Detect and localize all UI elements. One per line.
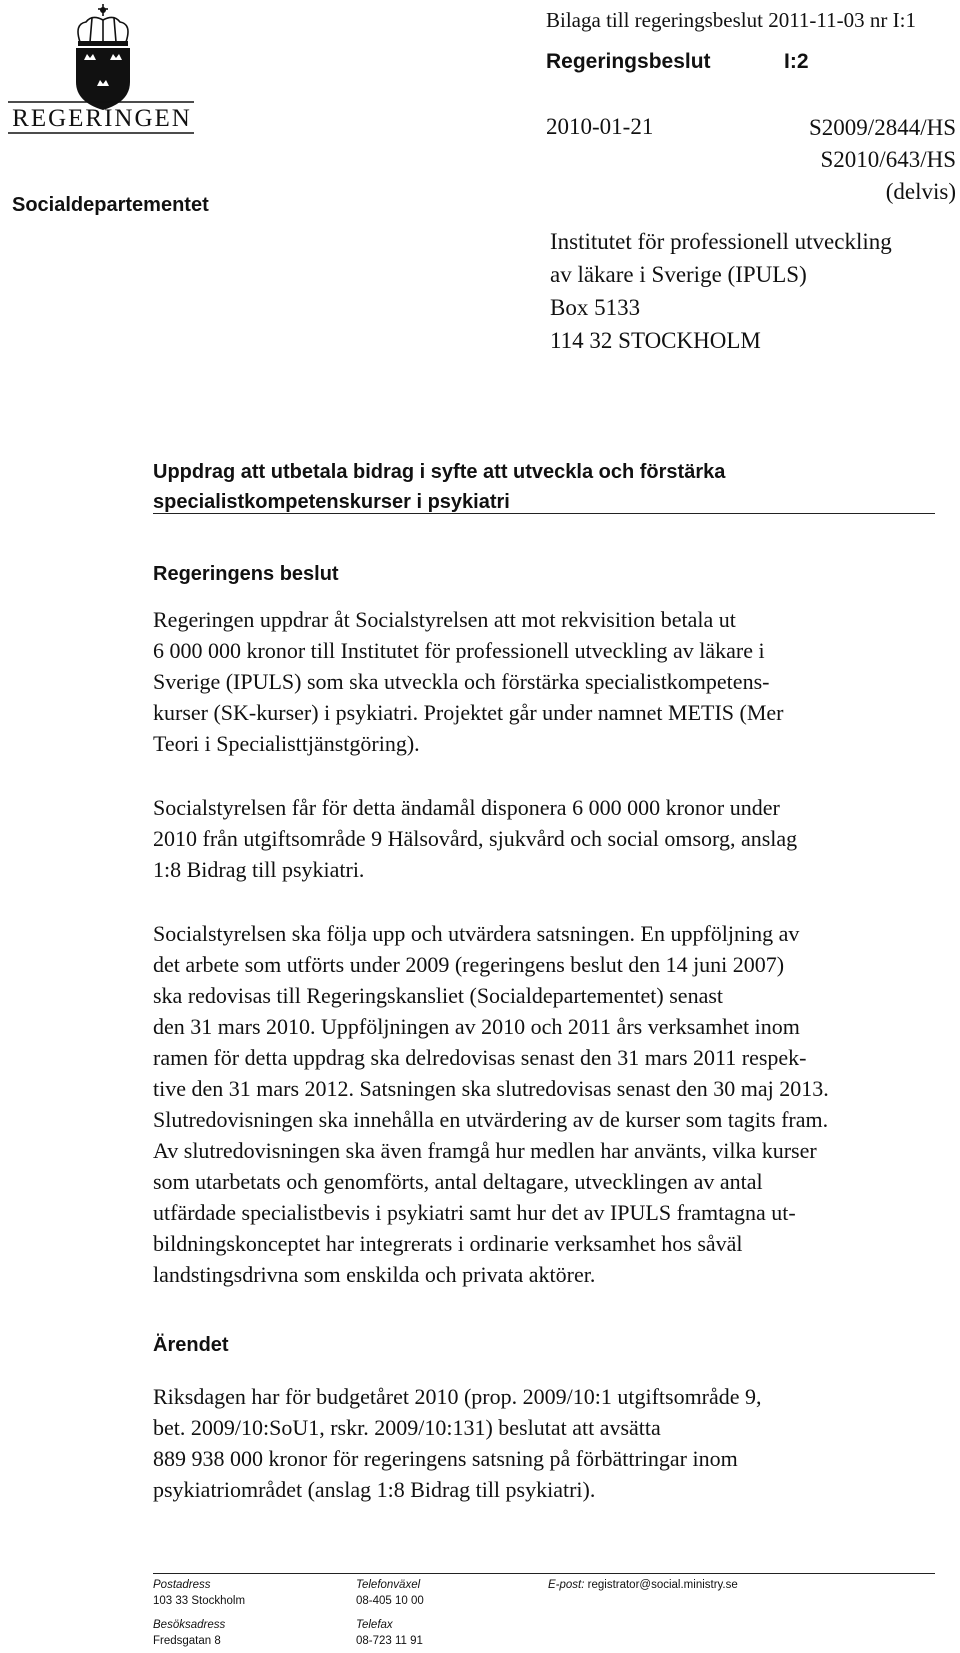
footer-phone (356, 1577, 424, 1609)
text-line: psykiatriområdet (anslag 1:8 Bidrag till psykiatri). (153, 1477, 596, 1502)
footer-email (548, 1577, 738, 1593)
footer-label: Besöksadress (153, 1619, 226, 1631)
decision-label: Regeringsbeslut (546, 50, 711, 73)
text-line: kurser (SK-kurser) i psykiatri. Projektet går under namnet METIS (Mer (153, 700, 784, 725)
footer-fax (356, 1617, 423, 1649)
text-line: Sverige (IPULS) som ska utveckla och förstärka specialistkompetens- (153, 669, 770, 694)
title-divider (153, 513, 935, 514)
footer-email-link[interactable]: registrator@social.ministry.se (587, 1579, 738, 1591)
background-paragraph (153, 1381, 943, 1505)
attachment-note: Bilaga till regeringsbeslut 2011-11-03 nr I:1 (546, 8, 916, 32)
footer-label: E-post: (548, 1579, 585, 1591)
text-line: 6 000 000 kronor till Institutet för professionell utveckling av läkare i (153, 638, 765, 663)
reference-number: S2010/643/HS (820, 147, 956, 172)
text-line: Teori i Specialisttjänstgöring). (153, 731, 420, 756)
footer-divider (153, 1573, 935, 1574)
section-heading-background: Ärendet (153, 1334, 229, 1356)
decision-number: I:2 (784, 50, 809, 73)
reference-note: (delvis) (885, 179, 956, 204)
document-title (153, 457, 933, 517)
recipient-line: Institutet för professionell utveckling (550, 229, 892, 254)
department-name: Socialdepartementet (12, 194, 209, 216)
text-line: landstingsdrivna som enskilda och privata aktörer. (153, 1262, 596, 1287)
title-line: specialistkompetenskurser i psykiatri (153, 491, 510, 513)
footer-value: 103 33 Stockholm (153, 1595, 246, 1607)
text-line: ska redovisas till Regeringskansliet (Socialdepartementet) senast (153, 983, 724, 1008)
section-heading-decision: Regeringens beslut (153, 563, 339, 585)
footer-label: Postadress (153, 1579, 211, 1591)
text-line: 1:8 Bidrag till psykiatri. (153, 857, 365, 882)
government-logo (8, 2, 198, 140)
text-line: 2010 från utgiftsområde 9 Hälsovård, sjukvård och social omsorg, anslag (153, 826, 798, 851)
followup-paragraph (153, 918, 943, 1290)
decision-date: 2010-01-21 (546, 114, 654, 139)
reference-number: S2009/2844/HS (809, 115, 956, 140)
text-line: bildningskonceptet har integrerats i ordinarie verksamhet hos såväl (153, 1231, 743, 1256)
recipient-line: av läkare i Sverige (IPULS) (550, 262, 807, 287)
decision-paragraph (153, 604, 943, 759)
text-line: ramen för detta uppdrag ska delredovisas senast den 31 mars 2011 respek- (153, 1045, 807, 1070)
text-line: Slutredovisningen ska innehålla en utvärdering av de kurser som tagits fram. (153, 1107, 829, 1132)
reference-numbers (700, 112, 956, 208)
text-line: Socialstyrelsen ska följa upp och utvärdera satsningen. En uppföljning av (153, 921, 800, 946)
footer-postal-address (153, 1577, 245, 1609)
text-line: det arbete som utförts under 2009 (regeringens beslut den 14 juni 2007) (153, 952, 785, 977)
recipient-line: Box 5133 (550, 295, 641, 320)
text-line: som utarbetats och genomförts, antal deltagare, utvecklingen av antal (153, 1169, 763, 1194)
footer-label: Telefonväxel (356, 1579, 421, 1591)
funding-paragraph (153, 792, 943, 885)
footer-value: 08-723 11 91 (356, 1635, 423, 1647)
logo-wordmark: REGERINGEN (12, 105, 192, 132)
text-line: utfärdade specialistbevis i psykiatri samt hur det av IPULS framtagna ut- (153, 1200, 796, 1225)
text-line: 889 938 000 kronor för regeringens satsning på förbättringar inom (153, 1446, 738, 1471)
text-line: den 31 mars 2010. Uppföljningen av 2010 och 2011 års verksamhet inom (153, 1014, 800, 1039)
text-line: bet. 2009/10:SoU1, rskr. 2009/10:131) beslutat att avsätta (153, 1415, 661, 1440)
footer-visiting-address (153, 1617, 225, 1649)
text-line: Av slutredovisningen ska även framgå hur medlen har använts, vilka kurser (153, 1138, 817, 1163)
footer-value: 08-405 10 00 (356, 1595, 424, 1607)
title-line: Uppdrag att utbetala bidrag i syfte att utveckla och förstärka (153, 461, 726, 483)
text-line: tive den 31 mars 2012. Satsningen ska slutredovisas senast den 30 maj 2013. (153, 1076, 829, 1101)
recipient-line: 114 32 STOCKHOLM (550, 328, 761, 353)
recipient-address (550, 225, 892, 357)
text-line: Socialstyrelsen får för detta ändamål disponera 6 000 000 kronor under (153, 795, 780, 820)
text-line: Riksdagen har för budgetåret 2010 (prop. 2009/10:1 utgiftsområde 9, (153, 1384, 762, 1409)
footer-value: Fredsgatan 8 (153, 1635, 221, 1647)
footer-label: Telefax (356, 1619, 393, 1631)
text-line: Regeringen uppdrar åt Socialstyrelsen att mot rekvisition betala ut (153, 607, 736, 632)
